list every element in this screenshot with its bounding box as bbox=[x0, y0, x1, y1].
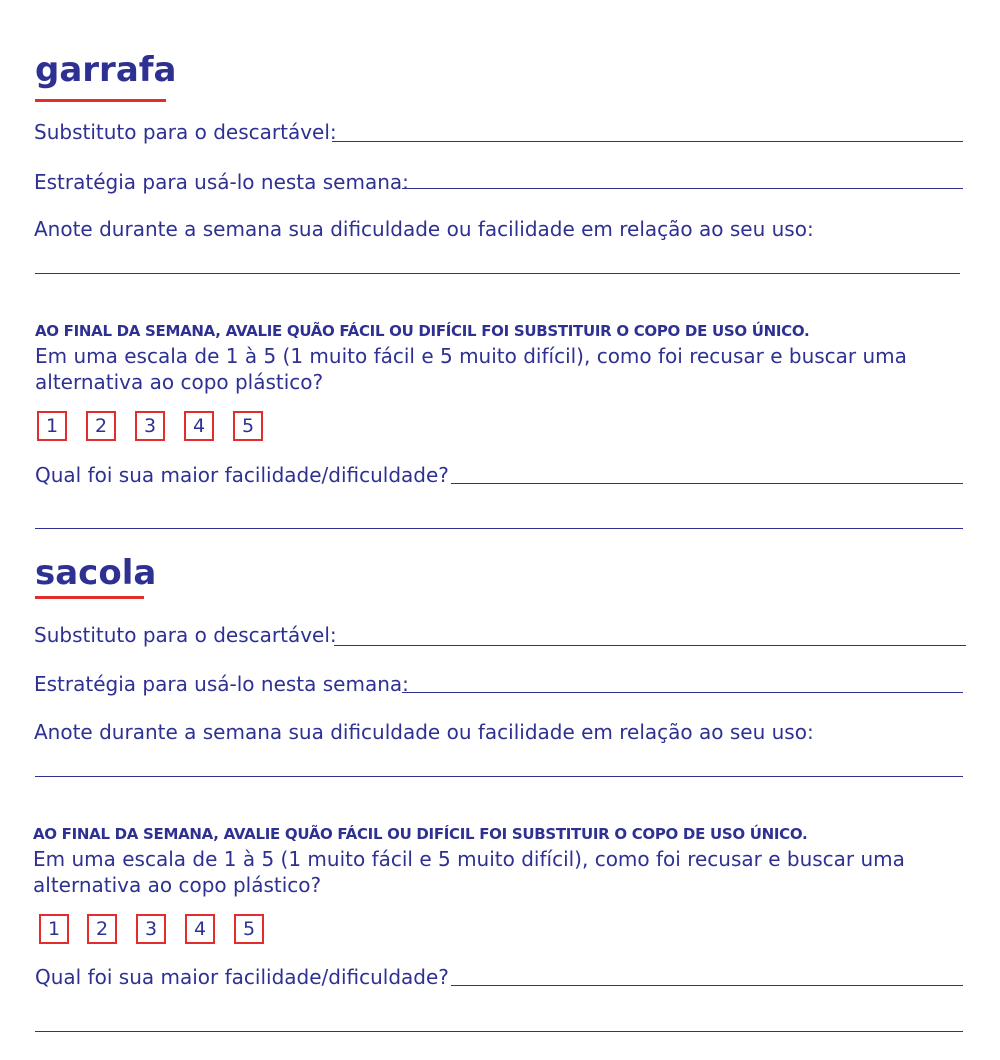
substitute-answer-line[interactable] bbox=[334, 645, 966, 646]
scale-option-2[interactable]: 2 bbox=[87, 914, 117, 944]
strategy-label: Estratégia para usá-lo nesta semana: bbox=[34, 672, 409, 696]
section-title: sacola bbox=[35, 553, 157, 593]
biggest-answer-line[interactable] bbox=[451, 483, 963, 484]
biggest-label: Qual foi sua maior facilidade/dificuldade? bbox=[35, 965, 449, 989]
strategy-answer-line[interactable] bbox=[402, 188, 963, 189]
scale-option-4[interactable]: 4 bbox=[185, 914, 215, 944]
biggest-answer-line[interactable] bbox=[451, 985, 963, 986]
scale-option-4[interactable]: 4 bbox=[184, 411, 214, 441]
scale-option-3[interactable]: 3 bbox=[135, 411, 165, 441]
scale-option-3[interactable]: 3 bbox=[136, 914, 166, 944]
title-underline bbox=[35, 99, 166, 102]
notes-answer-line[interactable] bbox=[35, 273, 960, 274]
evaluate-heading: AO FINAL DA SEMANA, AVALIE QUÃO FÁCIL OU DIFÍCIL FOI SUBSTITUIR O COPO DE USO ÚNICO. bbox=[33, 825, 808, 843]
strategy-answer-line[interactable] bbox=[402, 692, 963, 693]
biggest-answer-line-2[interactable] bbox=[35, 1031, 963, 1032]
section-title: garrafa bbox=[35, 50, 177, 90]
notes-answer-line[interactable] bbox=[35, 776, 963, 777]
scale-question: Em uma escala de 1 à 5 (1 muito fácil e 5 muito difícil), como foi recusar e buscar uma alternativa ao copo plástico? bbox=[33, 847, 905, 897]
notes-label: Anote durante a semana sua dificuldade ou facilidade em relação ao seu uso: bbox=[34, 720, 814, 744]
scale-option-1[interactable]: 1 bbox=[37, 411, 67, 441]
scale-question: Em uma escala de 1 à 5 (1 muito fácil e 5 muito difícil), como foi recusar e buscar uma alternativa ao copo plástico? bbox=[35, 344, 907, 394]
substitute-label: Substituto para o descartável: bbox=[34, 623, 337, 647]
scale-option-2[interactable]: 2 bbox=[86, 411, 116, 441]
biggest-answer-line-2[interactable] bbox=[35, 528, 963, 529]
biggest-label: Qual foi sua maior facilidade/dificuldade? bbox=[35, 463, 449, 487]
scale-option-5[interactable]: 5 bbox=[233, 411, 263, 441]
scale-option-1[interactable]: 1 bbox=[39, 914, 69, 944]
substitute-label: Substituto para o descartável: bbox=[34, 120, 337, 144]
strategy-label: Estratégia para usá-lo nesta semana: bbox=[34, 170, 409, 194]
evaluate-heading: AO FINAL DA SEMANA, AVALIE QUÃO FÁCIL OU DIFÍCIL FOI SUBSTITUIR O COPO DE USO ÚNICO. bbox=[35, 322, 810, 340]
title-underline bbox=[35, 596, 144, 599]
scale-option-5[interactable]: 5 bbox=[234, 914, 264, 944]
substitute-answer-line[interactable] bbox=[332, 141, 963, 142]
notes-label: Anote durante a semana sua dificuldade ou facilidade em relação ao seu uso: bbox=[34, 217, 814, 241]
